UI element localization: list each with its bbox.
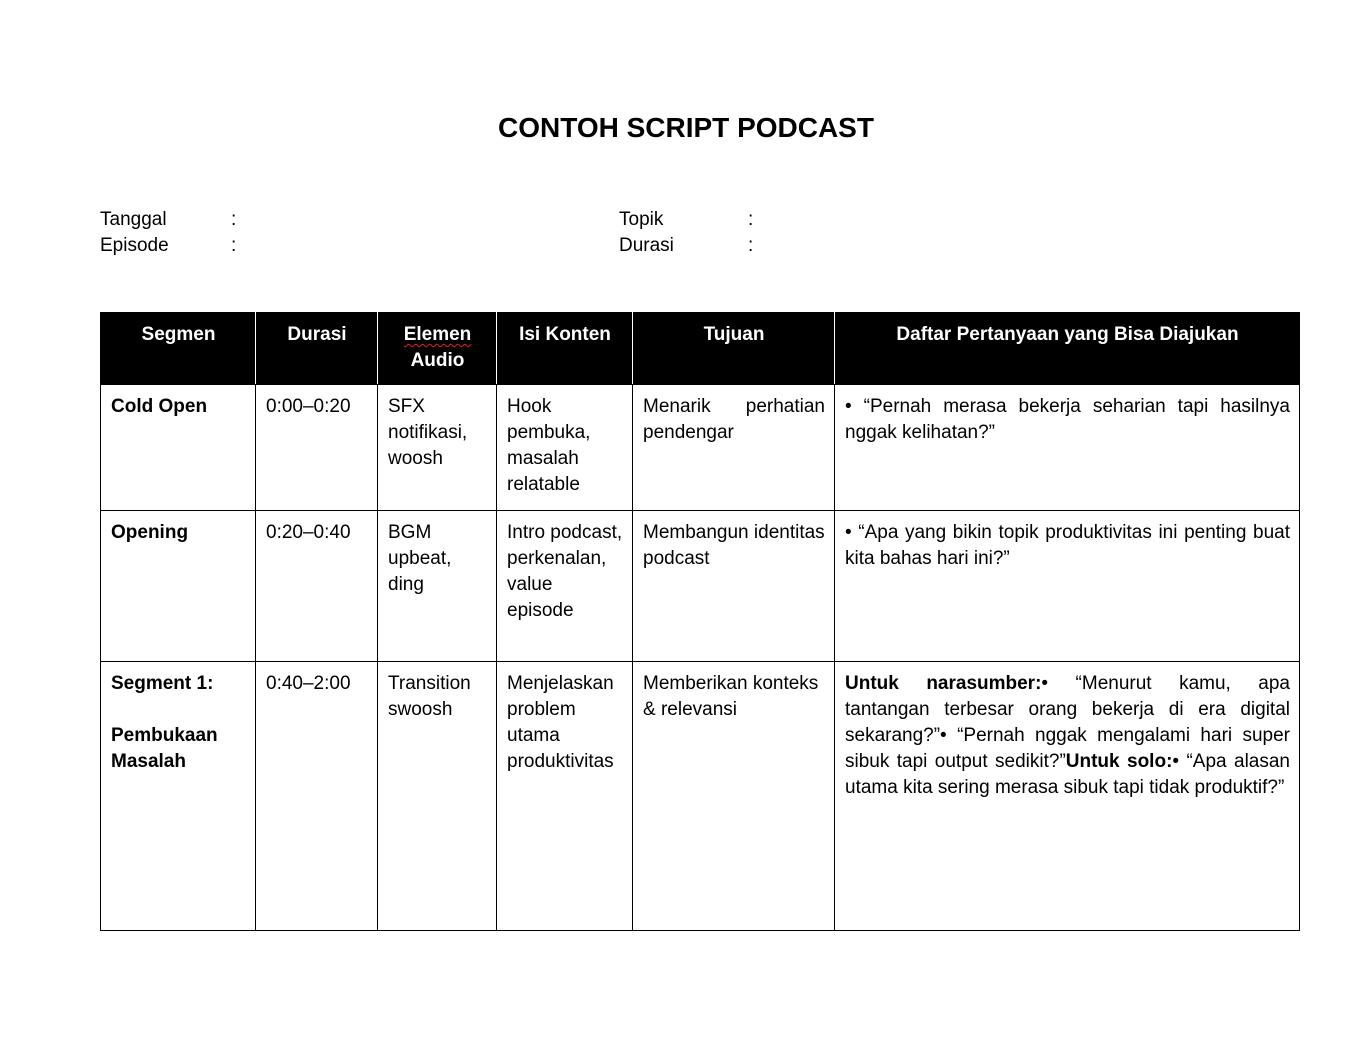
meta-label: Durasi: [619, 235, 674, 256]
header-tujuan: Tujuan: [633, 313, 835, 385]
segmen-spacer: [111, 697, 246, 723]
cell-elemen-audio: Transition swoosh: [378, 662, 497, 931]
segmen-line-1: Segment 1:: [111, 673, 214, 694]
cell-pertanyaan: [835, 662, 1300, 931]
meta-durasi: [619, 233, 753, 259]
meta-separator: :: [231, 235, 237, 256]
cell-pertanyaan: • “Apa yang bikin topik produktivitas ini penting buat kita bahas hari ini?”: [835, 511, 1300, 662]
header-isi-konten: Isi Konten: [497, 313, 633, 385]
cell-isi-konten: Hook pembuka, masalah relatable: [497, 385, 633, 511]
cell-segmen: Opening: [101, 511, 256, 662]
meta-separator: :: [748, 235, 754, 256]
meta-label: Tanggal: [100, 209, 167, 230]
text-solo: • “Apa alasan utama kita sering merasa sibuk tapi tidak produktif?”: [845, 751, 1290, 798]
table-row: [101, 511, 1300, 662]
meta-separator: :: [748, 209, 754, 230]
cell-pertanyaan: • “Pernah merasa bekerja seharian tapi hasilnya nggak kelihatan?”: [835, 385, 1300, 511]
cell-isi-konten: Menjelaskan problem utama produktivitas: [497, 662, 633, 931]
text-narasumber: • “Menurut kamu, apa tantangan terbesar orang bekerja di era digital sekarang?”• “Pernah nggak mengalami hari super sibuk tapi output sedikit?”: [845, 673, 1290, 772]
cell-tujuan: Memberikan konteks & relevansi: [633, 662, 835, 931]
meta-label: Episode: [100, 235, 169, 256]
cell-durasi: 0:00–0:20: [256, 385, 378, 511]
header-durasi: Durasi: [256, 313, 378, 385]
meta-separator: :: [231, 209, 237, 230]
cell-tujuan: Menarik perhatian pendengar: [633, 385, 835, 511]
label-solo: Untuk solo:: [1065, 751, 1173, 772]
table-row: [101, 385, 1300, 511]
header-elemen-audio: [378, 313, 497, 385]
script-table: [100, 312, 1300, 931]
label-narasumber: Untuk narasumber:: [845, 673, 1042, 694]
cell-durasi: 0:40–2:00: [256, 662, 378, 931]
meta-tanggal: [100, 207, 236, 233]
cell-segmen: Cold Open: [101, 385, 256, 511]
meta-label: Topik: [619, 209, 664, 230]
cell-durasi: 0:20–0:40: [256, 511, 378, 662]
meta-right: [619, 207, 753, 259]
meta-left: [100, 207, 236, 259]
header-elemen-word: Elemen: [403, 324, 472, 345]
table-row: [101, 662, 1300, 931]
cell-elemen-audio: SFX notifikasi, woosh: [378, 385, 497, 511]
segmen-line-2: Pembukaan Masalah: [111, 725, 218, 772]
cell-elemen-audio: BGM upbeat, ding: [378, 511, 497, 662]
table-header-row: [101, 313, 1300, 385]
header-pertanyaan: Daftar Pertanyaan yang Bisa Diajukan: [835, 313, 1300, 385]
header-audio-word: Audio: [410, 350, 465, 371]
cell-segmen: [101, 662, 256, 931]
document-title: CONTOH SCRIPT PODCAST: [498, 112, 874, 143]
meta-episode: [100, 233, 236, 259]
meta-topik: [619, 207, 753, 233]
cell-isi-konten: Intro podcast, perkenalan, value episode: [497, 511, 633, 662]
cell-tujuan: Membangun identitas podcast: [633, 511, 835, 662]
header-segmen: Segmen: [101, 313, 256, 385]
